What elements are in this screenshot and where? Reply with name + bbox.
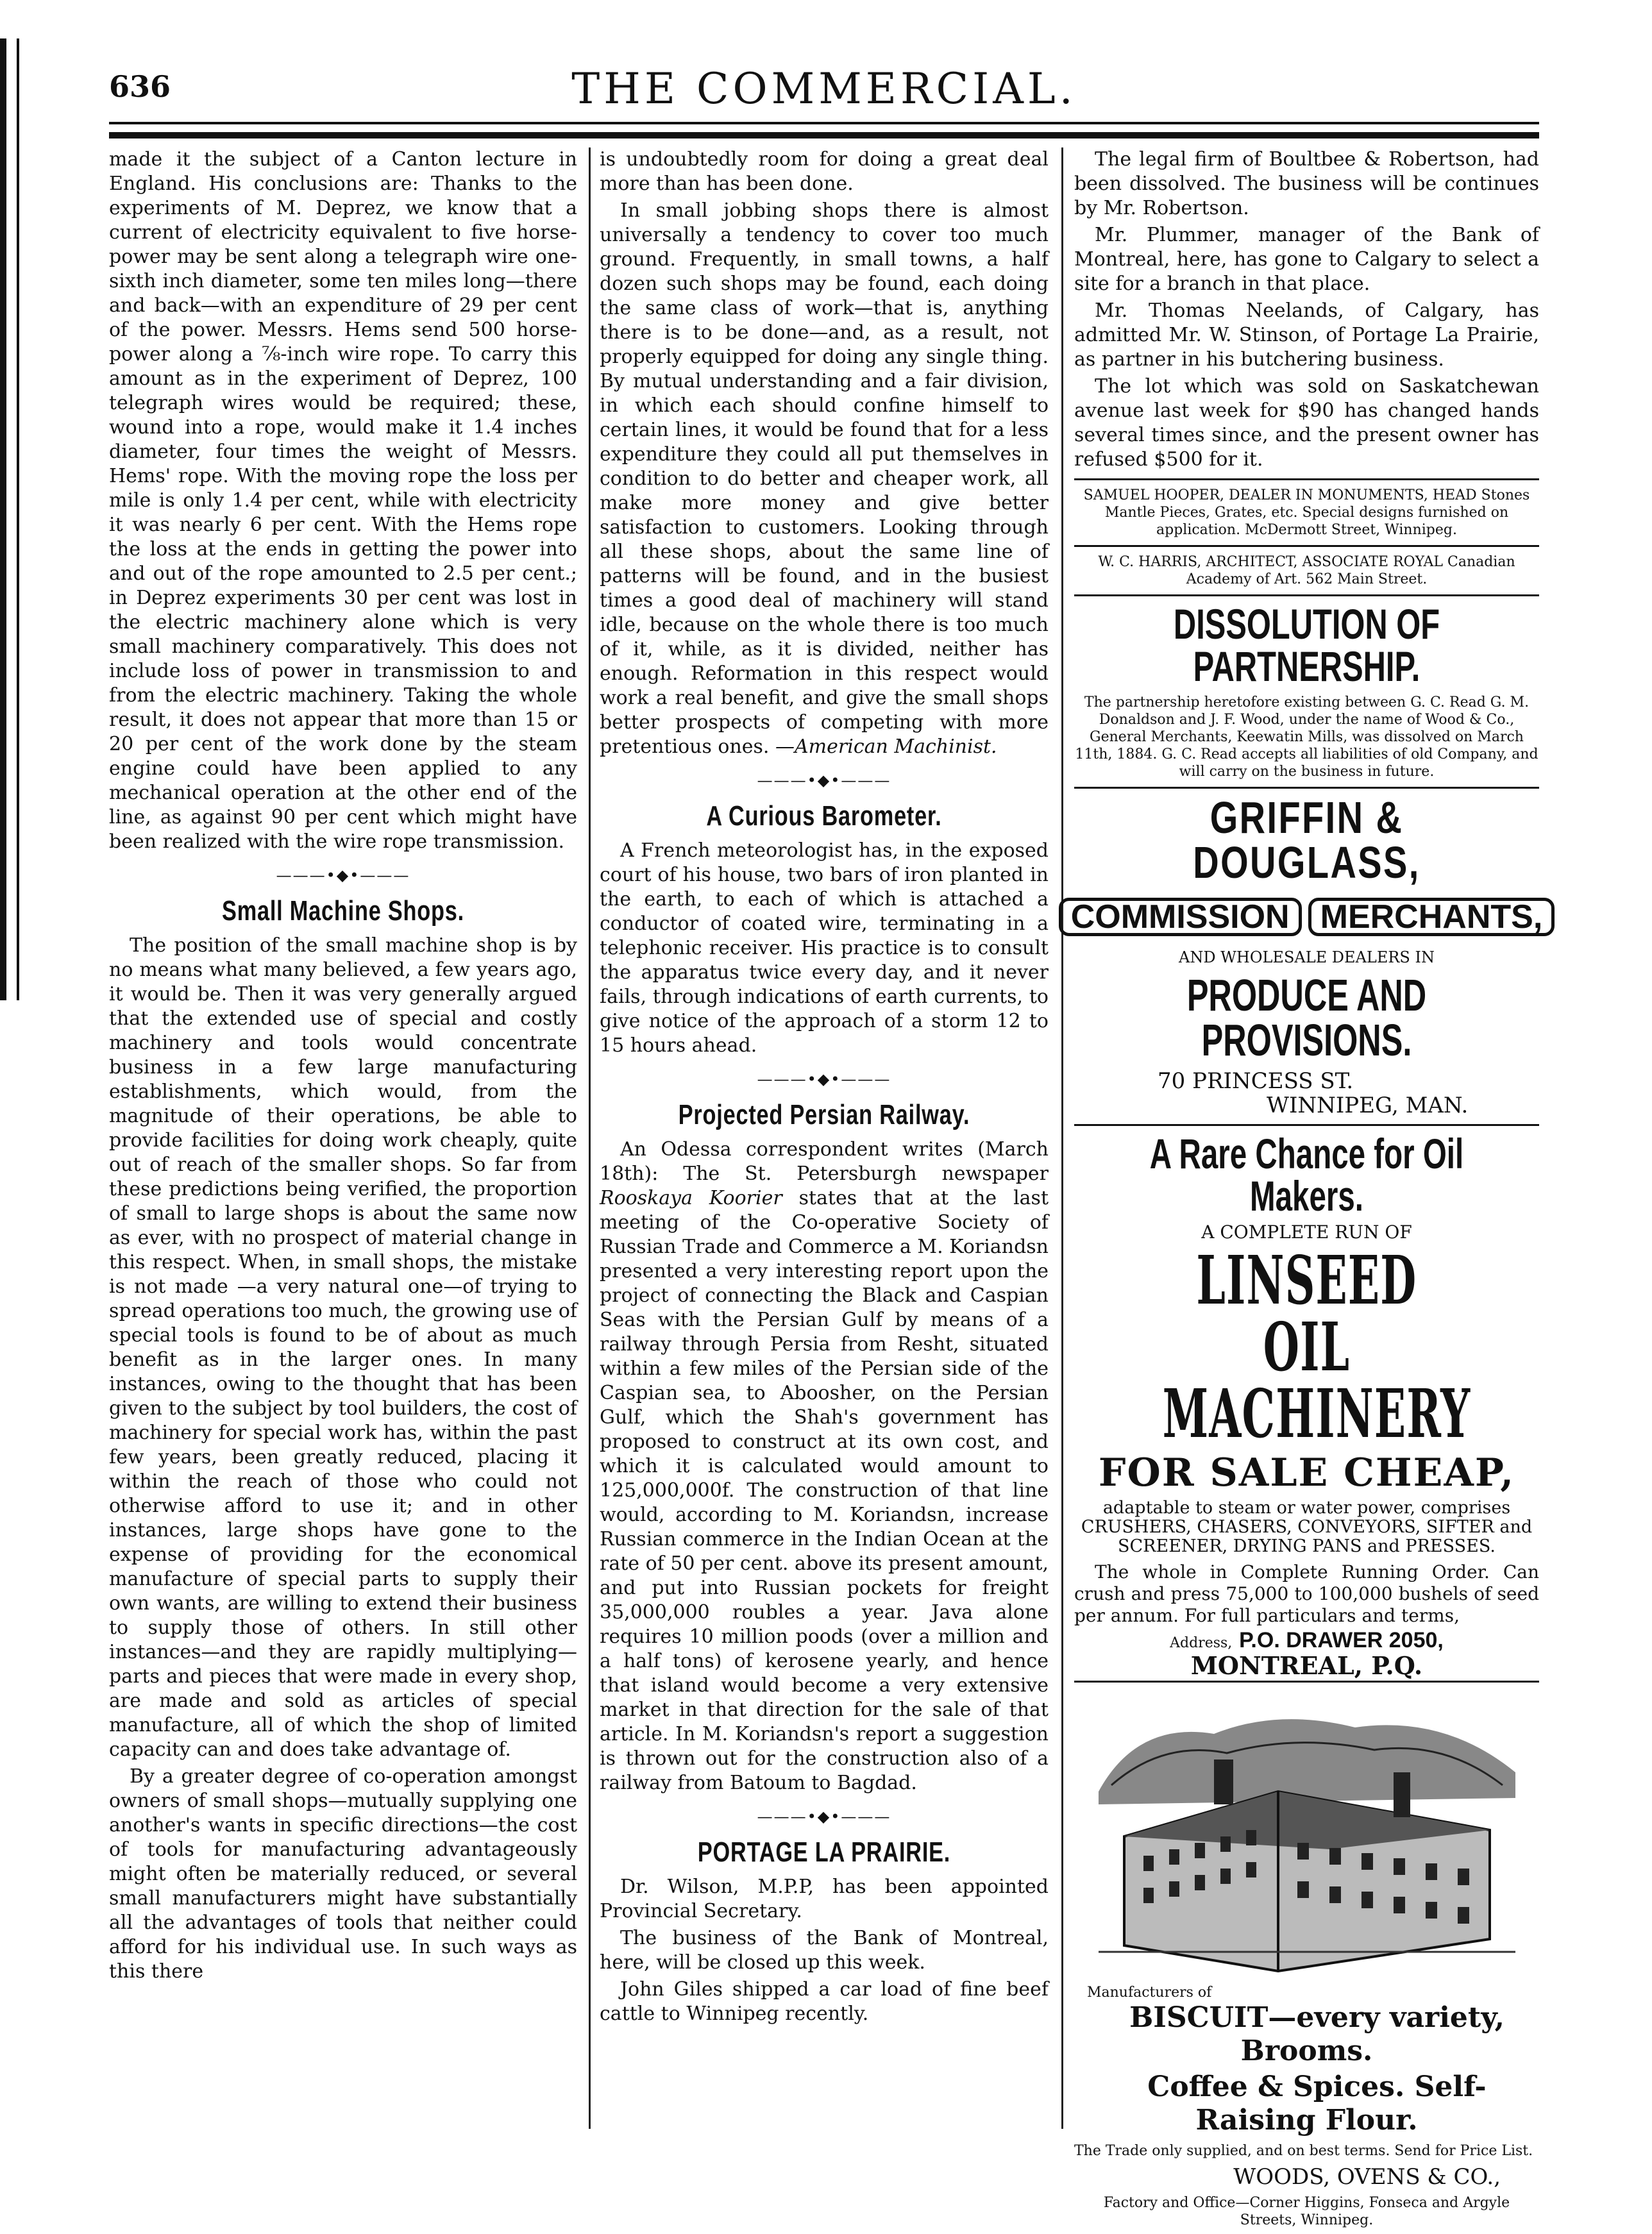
wholesale-subtitle: AND WHOLESALE DEALERS IN: [1179, 948, 1435, 966]
woods-trade-terms: The Trade only supplied, and on best terms. Send for Price List.: [1074, 2143, 1533, 2159]
rare-chance-subtitle: A COMPLETE RUN OF: [1201, 1222, 1412, 1243]
header-rule-thick: [109, 132, 1539, 139]
news-item: The legal firm of Boultbee & Robertson, had been dissolved. The business will be continues by Mr. Robertson.: [1074, 148, 1539, 219]
machinery-description: adaptable to steam or water power, comprises CRUSHERS, CHASERS, CONVEYORS, SIFTER and SCREENER, DRYING PANS and PRESSES.: [1081, 1498, 1533, 1556]
article-paragraph: [600, 199, 1049, 759]
woods-factory-address: Factory and Office—Corner Higgins, Fonseca and Argyle Streets, Winnipeg.: [1103, 2195, 1510, 2228]
ad-divider: [1074, 1681, 1539, 1683]
column-2: [600, 147, 1049, 2029]
drawer-address: [1074, 1628, 1539, 1652]
column-divider: [589, 147, 591, 2129]
column-divider: [1061, 147, 1063, 2129]
section-ornament: ———•◆•———: [757, 771, 891, 789]
woods-products-1: BISCUIT—every variety, Brooms.: [1129, 2001, 1504, 2067]
column-1: [109, 147, 577, 1986]
binding-edge: [0, 38, 19, 1000]
page-number: 636: [109, 69, 171, 104]
section-ornament: ———•◆•———: [757, 1808, 891, 1826]
news-item: John Giles shipped a car load of fine beef cattle to Winnipeg recently.: [600, 1978, 1049, 2025]
griffin-address-city: WINNIPEG, MAN.: [1267, 1093, 1469, 1118]
article-paragraph: The position of the small machine shop is by no means what many believed, a few years ago, it would be. Then it was very generally argued that the extended use of special and costly machinery and tools would concentrate business in a few large manufacturing establishments, which would, from the magnitude of their operations, be able to provide facilities for doing work cheaply, quite out of reach of the smaller shops. So far from these predictions being verified, the proportion of small to large shops is about the same now as ever, with no prospect of material change in this respect. When, in small shops, the mistake is not made —a very natural one—of trying to spread operations too much, the growing use of special tools is found to be of about as much benefit as in the larger ones. In many instances, owing to the thought that has been given to the subject by tool builders, the cost of machinery for special work has, within the past few years, been greatly reduced, placing it within the reach of those who could not otherwise afford to use it; and in other instances, large shops have gone to the expense of providing for the economical manufacture of special parts to supply their own wants, are willing to extend their business to supply those of others. In still other instances—and they are rapidly multiplying—parts and pieces that were made in every shop, are made and sold as articles of special manufacture, all of which the shop of limited capacity can and does take advantage of.: [109, 934, 577, 1761]
ad-divider: [1074, 787, 1539, 789]
factory-illustration: [1086, 1695, 1528, 1978]
dissolution-title: DISSOLUTION OF PARTNERSHIP.: [1173, 600, 1440, 690]
rare-chance-title: A Rare Chance for Oil Makers.: [1149, 1130, 1464, 1220]
ad-harris: W. C. HARRIS, ARCHITECT, ASSOCIATE ROYAL Canadian Academy of Art. 562 Main Street.: [1098, 554, 1515, 587]
for-sale-cheap: FOR SALE CHEAP,: [1098, 1450, 1515, 1495]
ad-divider: [1074, 478, 1539, 480]
article-heading: Small Machine Shops.: [222, 895, 464, 927]
news-item: Mr. Thomas Neelands, of Calgary, has admitted Mr. W. Stinson, of Portage La Prairie, as partner in his butchering business.: [1074, 299, 1539, 371]
article-heading: PORTAGE LA PRAIRIE.: [697, 1836, 951, 1868]
news-item: Dr. Wilson, M.P.P, has been appointed Provincial Secretary.: [600, 1876, 1049, 1922]
article-paragraph: [600, 1138, 1049, 1795]
newspaper-name: Rooskaya Koorier: [600, 1187, 782, 1209]
machinery-terms: The whole in Complete Running Order. Can crush and press 75,000 to 100,000 bushels of seed per annum. For full particulars and terms,: [1074, 1561, 1539, 1626]
section-ornament: ———•◆•———: [276, 866, 410, 884]
paragraph-text: An Odessa correspondent writes (March 18th): The St. Petersburgh newspaper: [600, 1138, 1049, 1185]
griffin-douglass-name: GRIFFIN & DOUGLASS,: [1193, 793, 1420, 887]
woods-manufacturers: Manufacturers of: [1087, 1985, 1212, 2001]
article-continuation: made it the subject of a Canton lecture in England. His conclusions are: Thanks to the experiments of M. Deprez, we know that a current of electricity equivalent to five horse-power may be sent along a telegraph wire one-sixth inch diameter, some ten miles long—there and back—with an expenditure of 29 per cent of the power. Messrs. Hems send 500 horse-power along a ⅞-inch wire rope. To carry this amount as in the experiment of Deprez, 100 telegraph wires would be required; these, wound into a rope, would make it 1.4 inches diameter, four times the weight of Messrs. Hems' rope. With the moving rope the loss per mile is only 1.4 per cent, while with electricity it was nearly 6 per cent. With the Hems rope the loss at the ends in getting the power into and out of the rope amounted to 2.5 per cent.; in Deprez experiments 30 per cent was lost in the electric machinery alone which is very small machinery comparatively. This does not include loss of power in transmission to and from the electric machinery. Taking the whole result, it does not appear that more than 15 or 20 per cent of the work done by the steam engine could have been applied to any mechanical operation at the other end of the line, as against 90 per cent which might have been realized with the wire rope transmission.: [109, 148, 577, 853]
column-3: [1070, 147, 1543, 2234]
woods-products-2: Coffee & Spices. Self-Raising Flour.: [1147, 2070, 1487, 2137]
ad-divider: [1074, 594, 1539, 596]
article-paragraph: By a greater degree of co-operation amongst owners of small shops—mutually supplying one another's wants in specific directions—the cost of tools for manufacturing advantageously might often be materially reduced, or several small manufacturers might have substantially all the advantages of tools that neither could afford for his individual use. In such ways as this there: [109, 1765, 577, 1983]
woods-company-name: WOODS, OVENS & CO.,: [1233, 2164, 1501, 2190]
dissolution-notice: The partnership heretofore existing between G. C. Read G. M. Donaldson and J. F. Wood, under the name of Wood & Co., General Merchants, Keewatin Mills, was dissolved on March 11th, 1884. G. C. Read accepts all liabilities of old Company, and will carry on the business in future.: [1075, 694, 1538, 780]
ad-divider: [1074, 1124, 1539, 1126]
source-credit: —American Machinist.: [775, 735, 997, 758]
article-heading: Projected Persian Railway.: [678, 1099, 970, 1130]
news-item: The business of the Bank of Montreal, here, will be closed up this week.: [600, 1927, 1049, 1974]
montreal-city: MONTREAL, P.Q.: [1190, 1651, 1423, 1680]
ad-hooper: SAMUEL HOOPER, DEALER IN MONUMENTS, HEAD Stones Mantle Pieces, Grates, etc. Special designs furnished on application. McDermott Street, Winnipeg.: [1083, 487, 1530, 538]
article-heading: A Curious Barometer.: [706, 800, 942, 832]
commission-label: COMMISSION: [1059, 898, 1302, 936]
news-item: The lot which was sold on Saskatchewan avenue last week for $90 has changed hands several times since, and the present owner has refused $500 for it.: [1074, 375, 1539, 471]
ad-divider: [1074, 545, 1539, 547]
masthead-title: THE COMMERCIAL.: [571, 64, 1077, 113]
paragraph-text: In small jobbing shops there is almost universally a tendency to cover too much ground. Frequently, in small towns, a half dozen such shops may be found, each doing the same class of work—that is, anything there is to be done—and, as a result, not properly equipped for doing any single thing. By mutual understanding and a fair division, in which each should confine himself to certain lines, it would be found that for a less expenditure they could all put themselves in condition to do better and cheaper work, all make more money and give better satisfaction to customers. Looking through all these shops, about the same line of patterns will be found, and in the busiest times a good deal of machinery will stand idle, because on the whole there is too much of it, while, as it is divided, neither has enough. Reformation in this respect would work a real benefit, and give the small shops better prospects of competing with more pretentious ones.: [600, 199, 1049, 758]
article-paragraph: A French meteorologist has, in the exposed court of his house, two bars of iron planted in the earth, to each of which is attached a conductor of coated wire, terminating in a telephonic receiver. His practice is to consult the apparatus twice every day, and it never fails, through indications of earth currents, to give notice of the approach of a storm 12 to 15 hours ahead.: [600, 839, 1049, 1057]
address-label: Address,: [1170, 1635, 1233, 1651]
paragraph-text: states that at the last meeting of the Co-operative Society of Russian Trade and Commerce a M. Koriandsn presented a very interesting report upon the project of connecting the Black and Caspian Seas with the Persian Gulf by means of a railway through Persia from Resht, situated within a few miles of the Persian side of the Caspian sea, to Aboosher, on the Persian Gulf, which the Shah's government has proposed to construct at its own cost, and which it is calculated would amount to 125,000,000f. The construction of that line would, according to M. Koriandsn, increase Russian commerce in the Indian Ocean at the rate of 50 per cent. above its present amount, and put into Russian pockets for freight 35,000,000 roubles a year. Java alone requires 10 million poods (over a million and a half tons) of kerosene yearly, and hence that island would become a very extensive market in that direction for the sale of that article. In M. Koriandsn's report a suggestion is thrown out for the construction also of a railway from Batoum to Bagdad.: [600, 1187, 1049, 1794]
produce-provisions: PRODUCE AND PROVISIONS.: [1186, 970, 1427, 1065]
section-ornament: ———•◆•———: [757, 1070, 891, 1088]
commission-merchants-banner: [1070, 898, 1543, 936]
news-item: Mr. Plummer, manager of the Bank of Montreal, here, has gone to Calgary to select a site for a branch in that place.: [1074, 224, 1539, 295]
linseed-machinery: LINSEED OIL MACHINERY: [1162, 1241, 1471, 1453]
drawer-number: P.O. DRAWER 2050,: [1239, 1628, 1444, 1652]
header-rule: [109, 122, 1539, 124]
merchants-label: MERCHANTS,: [1308, 898, 1555, 936]
article-paragraph: is undoubtedly room for doing a great deal more than has been done.: [600, 148, 1049, 195]
page-header: [109, 64, 1539, 115]
griffin-address-street: 70 PRINCESS ST.: [1158, 1068, 1354, 1094]
